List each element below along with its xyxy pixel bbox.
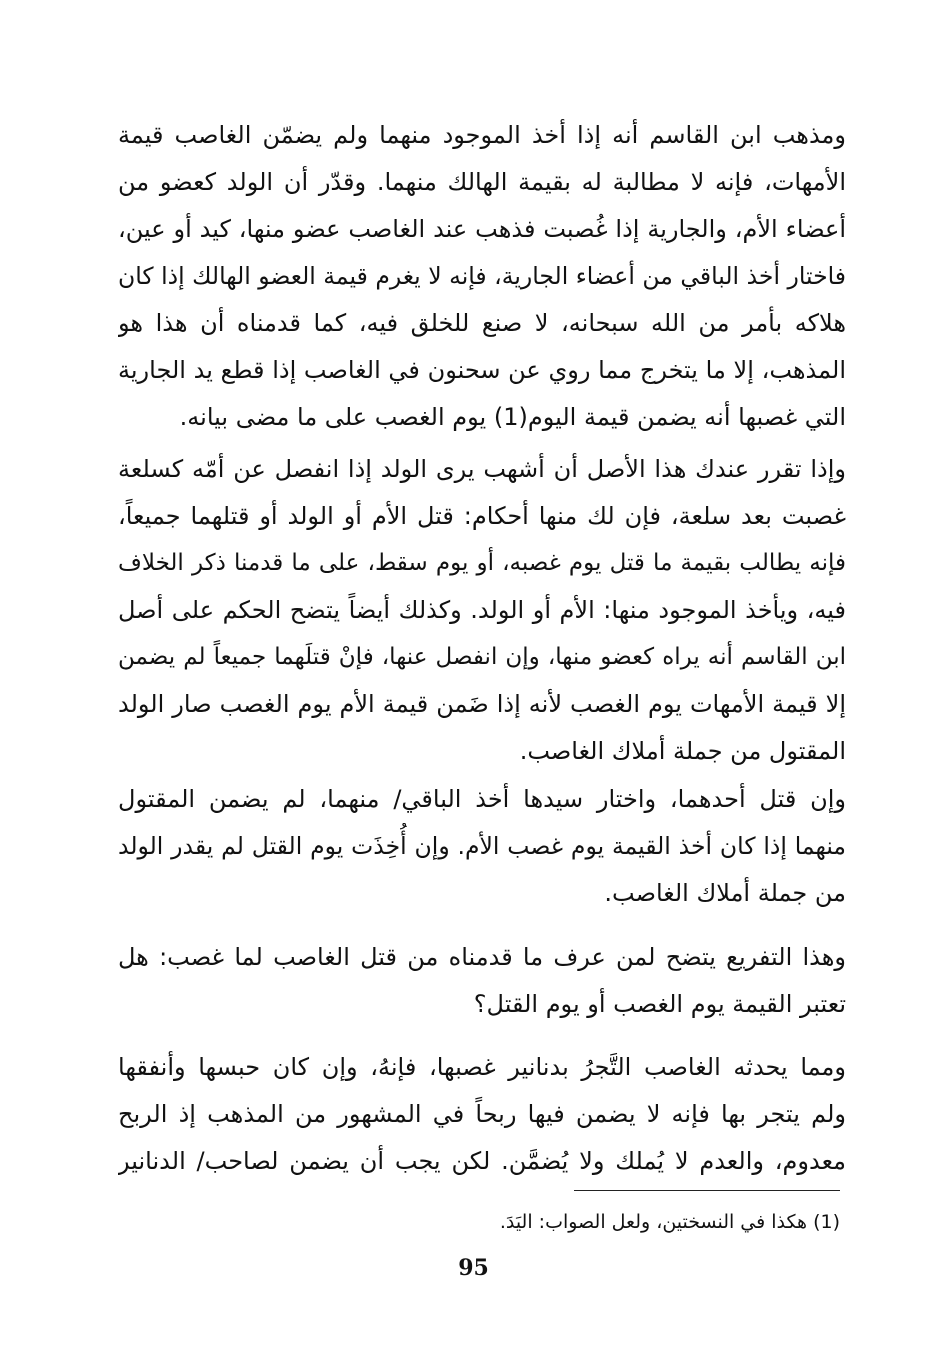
paragraph-line: أعضاء الأم، والجارية إذا غُصبت فذهب عند الغاصب عضو منها، كيد أو عين،: [118, 215, 846, 243]
paragraph-line: منهما إذا كان أخذ القيمة يوم غصب الأم. وإن أُخِذَت يوم القتل لم يقدر الولد: [118, 832, 846, 860]
paragraph-5: [118, 1044, 846, 1185]
footnote: (1) هكذا في النسختين، ولعل الصواب: اليَدَ.: [499, 1211, 840, 1233]
paragraph-line: ولم يتجر بها فإنه لا يضمن فيها ربحاً في المشهور من المذهب إذ الربح: [118, 1100, 846, 1128]
footnote-divider: [574, 1190, 840, 1191]
paragraph-line: فيه، ويأخذ الموجود منها: الأم أو الولد. وكذلك أيضاً يتضح الحكم على أصل: [118, 596, 846, 624]
paragraph-line: وإن قتل أحدهما، واختار سيدها أخذ الباقي/ منهما، لم يضمن المقتول: [118, 785, 846, 813]
paragraph-line: فإنه يطالب بقيمة ما قتل يوم غصبه، أو يوم سقط، على ما قدمنا ذكر الخلاف: [118, 550, 846, 576]
paragraph-2: [118, 446, 846, 775]
paragraph-1: [118, 112, 846, 441]
paragraph-line: المذهب، إلا ما يتخرج مما روي عن سحنون في الغاصب إذا قطع يد الجارية: [118, 356, 846, 384]
paragraph-line: ومما يحدثه الغاصب التَّجرُ بدنانير غصبها، فإنهُ، وإن كان حبسها وأنفقها: [118, 1053, 846, 1081]
paragraph-line: إلا قيمة الأمهات يوم الغصب لأنه إذا ضَمن قيمة الأم يوم الغصب صار الولد: [118, 690, 846, 718]
paragraph-line: الأمهات، فإنه لا مطالبة له بقيمة الهالك منهما. وقدّر أن الولد كعضو من: [118, 168, 846, 196]
page-number: 95: [458, 1255, 489, 1281]
paragraph-line: وهذا التفريع يتضح لمن عرف ما قدمناه من قتل الغاصب لما غصب: هل: [118, 943, 846, 971]
paragraph-line: ومذهب ابن القاسم أنه إذا أخذ الموجود منهما ولم يضمّن الغاصب قيمة: [118, 121, 846, 149]
paragraph-line: هلاكه بأمر من الله سبحانه، لا صنع للخلق فيه، كما قدمناه أن هذا هو: [118, 309, 846, 337]
paragraph-line: وإذا تقرر عندك هذا الأصل أن أشهب يرى الولد إذا انفصل عن أمّه كسلعة: [118, 455, 846, 483]
paragraph-line: معدوم، والعدم لا يُملك ولا يُضمَّن. لكن يجب أن يضمن لصاحب/ الدنانير: [118, 1147, 846, 1175]
paragraph-line: تعتبر القيمة يوم الغصب أو يوم القتل؟: [473, 990, 846, 1018]
paragraph-line: التي غصبها أنه يضمن قيمة اليوم(1) يوم الغصب على ما مضى بيانه.: [179, 403, 846, 431]
paragraph-3: [118, 776, 846, 917]
paragraph-4: [118, 934, 846, 1028]
paragraph-line: فاختار أخذ الباقي من أعضاء الجارية، فإنه لا يغرم قيمة العضو الهالك إذا كان: [118, 262, 846, 290]
paragraph-line: المقتول من جملة أملاك الغاصب.: [519, 737, 846, 765]
paragraph-line: غصبت بعد سلعة، فإن لك منها أحكام: قتل الأم أو الولد أو قتلهما جميعاً،: [118, 502, 846, 530]
paragraph-line: ابن القاسم أنه يراه كعضو منها، وإن انفصل عنها، فإنْ قتلَهما جميعاً لم يضمن: [118, 644, 846, 670]
paragraph-line: من جملة أملاك الغاصب.: [604, 879, 846, 907]
